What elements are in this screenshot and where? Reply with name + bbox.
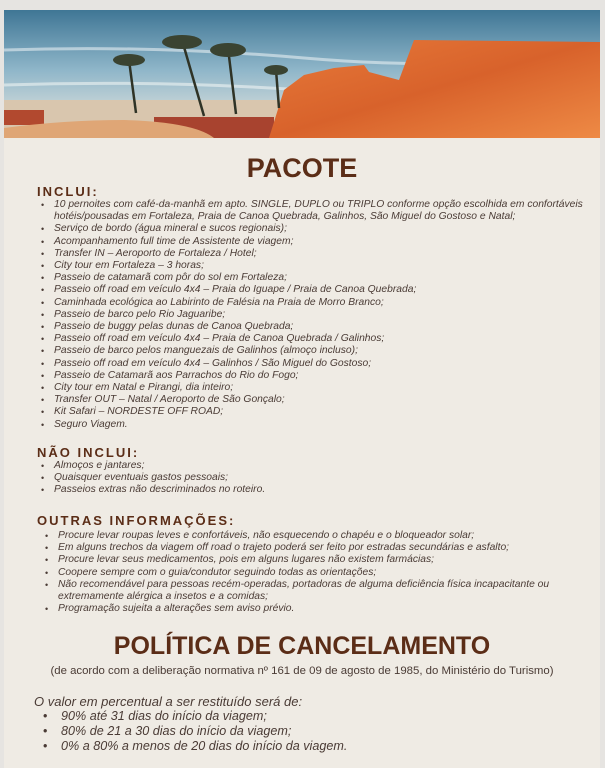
list-item: • Passeio de Catamarã aos Parrachos do Rio do Fogo; — [38, 370, 583, 382]
not-included-heading: NÃO INCLUI: — [37, 445, 140, 460]
other-info-heading: OUTRAS INFORMAÇÕES: — [37, 513, 236, 528]
other-info-list — [42, 530, 562, 615]
list-item: • Quaisquer eventuais gastos pessoais; — [38, 472, 583, 484]
cancellation-list — [37, 709, 577, 754]
list-item: • Passeio de barco pelo Rio Jaguaribe; — [38, 309, 583, 321]
list-item: • Em alguns trechos da viagem off road o trajeto poderá ser feito por estradas secundárias e asfalto; — [42, 542, 562, 554]
list-item: • Passeio off road em veículo 4x4 – Galinhos / São Miguel do Gostoso; — [38, 358, 583, 370]
document-page — [4, 10, 600, 768]
list-item: • Passeio off road em veículo 4x4 – Praia do Iguape / Praia de Canoa Quebrada; — [38, 284, 583, 296]
list-item: • 90% até 31 dias do início da viagem; — [37, 709, 577, 724]
list-item: • Almoços e jantares; — [38, 460, 583, 472]
list-item: • Coopere sempre com o guia/condutor seguindo todas as orientações; — [42, 567, 562, 579]
list-item: • Passeio de buggy pelas dunas de Canoa Quebrada; — [38, 321, 583, 333]
list-item: • Caminhada ecológica ao Labirinto de Falésia na Praia de Morro Branco; — [38, 297, 583, 309]
list-item: • Procure levar seus medicamentos, pois em alguns lugares não existem farmácias; — [42, 554, 562, 566]
list-item: • Passeio de catamarã com pôr do sol em Fortaleza; — [38, 272, 583, 284]
list-item: • 10 pernoites com café-da-manhã em apto. SINGLE, DUPLO ou TRIPLO conforme opção escolhida em confortáveis hotéis/pousadas em Fortaleza, Praia de Canoa Quebrada, Galinhos, São Miguel do Gostoso e Natal; — [38, 199, 583, 223]
list-item: • 80% de 21 a 30 dias do início da viagem; — [37, 724, 577, 739]
list-item: • 0% a 80% a menos de 20 dias do início da viagem. — [37, 739, 577, 754]
list-item: • Programação sujeita a alterações sem aviso prévio. — [42, 603, 562, 615]
list-item: • Transfer OUT – Natal / Aeroporto de São Gonçalo; — [38, 394, 583, 406]
cancellation-subtitle: (de acordo com a deliberação normativa nº 161 de 09 de agosto de 1985, do Ministério do Turismo) — [50, 665, 554, 677]
includes-heading: INCLUI: — [37, 184, 99, 199]
list-item: • Serviço de bordo (água mineral e sucos regionais); — [38, 223, 583, 235]
list-item: • Passeio off road em veículo 4x4 – Praia de Canoa Quebrada / Galinhos; — [38, 333, 583, 345]
cancellation-intro: O valor em percentual a ser restituído será de: — [34, 694, 303, 709]
list-item: • Acompanhamento full time de Assistente de viagem; — [38, 236, 583, 248]
list-item: • Procure levar roupas leves e confortáveis, não esquecendo o chapéu e o bloqueador solar; — [42, 530, 562, 542]
list-item: • City tour em Natal e Pirangi, dia inteiro; — [38, 382, 583, 394]
list-item: • City tour em Fortaleza – 3 horas; — [38, 260, 583, 272]
header-photo-beach-cliffs — [4, 10, 600, 138]
list-item: • Seguro Viagem. — [38, 419, 583, 431]
includes-list — [38, 199, 583, 431]
list-item: • Transfer IN – Aeroporto de Fortaleza / Hotel; — [38, 248, 583, 260]
not-included-list — [38, 460, 583, 497]
package-title: PACOTE — [246, 153, 358, 183]
list-item: • Não recomendável para pessoas recém-operadas, portadoras de alguma deficiência física incapacitante ou extremamente alérgica a insetos e a comidas; — [42, 579, 562, 603]
list-item: • Passeio de barco pelos manguezais de Galinhos (almoço incluso); — [38, 345, 583, 357]
cancellation-title: POLÍTICA DE CANCELAMENTO — [113, 632, 491, 660]
list-item: • Passeios extras não descriminados no roteiro. — [38, 484, 583, 496]
list-item: • Kit Safari – NORDESTE OFF ROAD; — [38, 406, 583, 418]
